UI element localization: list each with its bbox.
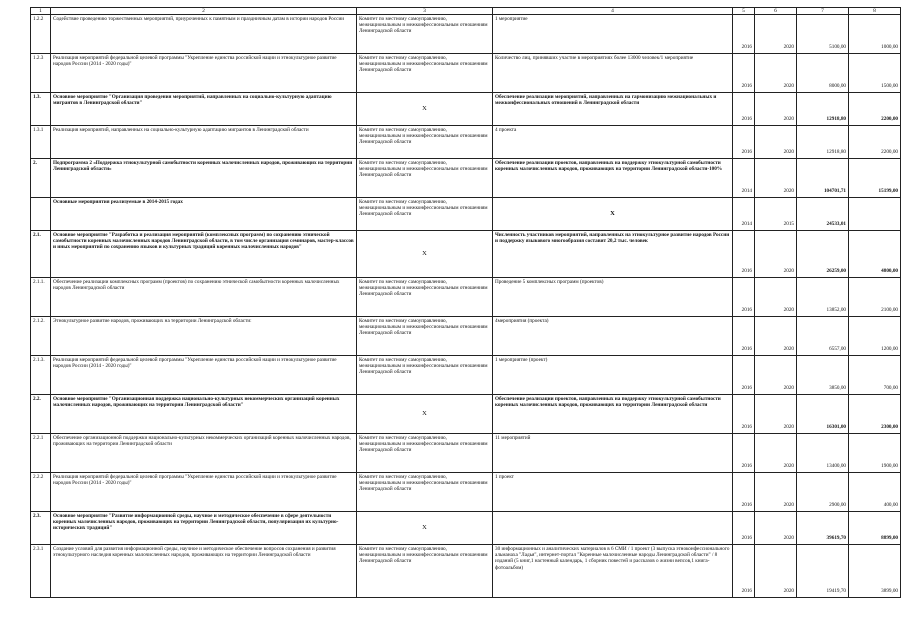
cell-total-amount: 5100,00	[797, 15, 849, 54]
cell-end-year: 2020	[755, 356, 797, 395]
cell-start-year: 2016	[733, 434, 755, 473]
cell-code: 1.3.1	[31, 126, 51, 159]
cell-annual-amount: 8899,00	[849, 512, 901, 545]
cell-total-amount: 12918,80	[797, 93, 849, 126]
cell-end-year: 2020	[755, 395, 797, 434]
header-cell-8: 8	[849, 8, 901, 15]
cell-annual-amount: 2300,00	[849, 395, 901, 434]
table-row	[31, 395, 901, 434]
cell-start-year: 2016	[733, 231, 755, 278]
cell-total-amount: 3850,00	[797, 356, 849, 395]
cell-start-year: 2016	[733, 93, 755, 126]
table-row	[31, 198, 901, 231]
cell-indicator: 30 информационных и аналитических материалов в 6 СМИ / 1 проект (3 выпуска этноконфессионального альманаха "Ладья", интернет-портал "Коренные малочисленные народы Ленинградской области" / 8 изданий (5 книг,1 настенный календарь, 1 сборник повестей и рассказов о жизни вепсов,1 книга- фотоальбом)	[493, 545, 733, 598]
cell-indicator: Обеспечение реализации мероприятий, направленных на гармонизацию межнациональных и межконфессиональных отношений в Ленинградской области	[493, 93, 733, 126]
cell-start-year: 2016	[733, 512, 755, 545]
cell-indicator	[493, 512, 733, 545]
header-cell-1: 1	[31, 8, 51, 15]
cell-total-amount: 19419,70	[797, 545, 849, 598]
cell-executor: Комитет по местному самоуправлению, межнациональным и межконфессиональным отношениям Ленинградской области	[357, 126, 493, 159]
cell-name: Реализация мероприятий федеральной целевой программы "Укрепление единства российской нации и этнокультурное развитие народов России (2014 - 2020 годы)"	[51, 356, 357, 395]
cell-executor: Комитет по местному самоуправлению, межнациональным и межконфессиональным отношениям Ленинградской области	[357, 317, 493, 356]
cell-indicator: X	[493, 198, 733, 231]
cell-annual-amount: 1500,00	[849, 54, 901, 93]
cell-name: Реализация мероприятий, направленных на социально-культурную адаптацию мигрантов в Ленинградской области	[51, 126, 357, 159]
cell-name: Основное мероприятие "Разработка и реализация мероприятий (комплексных программ) по сохранению этнической самобытности коренных малочисленных народов Ленинградской области, в том числе организация семинаров, мастер-классов и иных мероприятий по сохранению языков и культурных традиций коренных малочисленных народов"	[51, 231, 357, 278]
cell-annual-amount: 700,00	[849, 356, 901, 395]
header-cell-3: 3	[357, 8, 493, 15]
cell-name: Содействие проведению торжественных мероприятий, приуроченных к памятным и праздничным датам в истории народов России	[51, 15, 357, 54]
table-row	[31, 231, 901, 278]
cell-annual-amount: 2100,00	[849, 278, 901, 317]
cell-code: 2.1.2.	[31, 317, 51, 356]
cell-code: 1.2.3	[31, 54, 51, 93]
cell-executor: Комитет по местному самоуправлению, межнациональным и межконфессиональным отношениям Ленинградской области	[357, 54, 493, 93]
cell-name: Реализация мероприятий федеральной целевой программы "Укрепление единства российской нации и этнокультурное развитие народов России (2014 - 2020 годы)"	[51, 54, 357, 93]
cell-end-year: 2020	[755, 159, 797, 198]
cell-start-year: 2016	[733, 545, 755, 598]
cell-executor: Комитет по местному самоуправлению, межнациональным и межконфессиональным отношениям Ленинградской области	[357, 15, 493, 54]
table-row	[31, 434, 901, 473]
cell-start-year: 2016	[733, 15, 755, 54]
cell-end-year: 2020	[755, 15, 797, 54]
table-row	[31, 545, 901, 598]
cell-end-year: 2020	[755, 512, 797, 545]
cell-total-amount: 13400,00	[797, 434, 849, 473]
cell-indicator: 11 мероприятий	[493, 434, 733, 473]
cell-indicator: Количество лиц, принявших участие в мероприятиях более 13000 человек/1 мероприятие	[493, 54, 733, 93]
cell-code: 2.2.	[31, 395, 51, 434]
cell-start-year: 2016	[733, 317, 755, 356]
cell-annual-amount: 2200,00	[849, 126, 901, 159]
cell-indicator: 1 мероприятие	[493, 15, 733, 54]
cell-start-year: 2016	[733, 473, 755, 512]
cell-indicator: 4 проекта	[493, 126, 733, 159]
header-cell-2: 2	[51, 8, 357, 15]
cell-code: 1.3.	[31, 93, 51, 126]
cell-indicator: 1 мероприятие (проект)	[493, 356, 733, 395]
cell-end-year: 2015	[755, 198, 797, 231]
cell-annual-amount: 2200,00	[849, 93, 901, 126]
cell-executor: Комитет по местному самоуправлению, межнациональным и межконфессиональным отношениям Ленинградской области	[357, 473, 493, 512]
cell-code: 1.2.2	[31, 15, 51, 54]
cell-annual-amount: 3899,00	[849, 545, 901, 598]
header-cell-7: 7	[797, 8, 849, 15]
cell-executor: X	[357, 93, 493, 126]
table-row	[31, 15, 901, 54]
cell-end-year: 2020	[755, 545, 797, 598]
program-table	[30, 7, 901, 598]
cell-name: Обеспечение организационной поддержки национально-культурных некоммерческих организаций коренных малочисленных народов, проживающих на территории Ленинградской области	[51, 434, 357, 473]
cell-executor: Комитет по местному самоуправлению, межнациональным и межконфессиональным отношениям Ленинградской области	[357, 434, 493, 473]
cell-code: 2.	[31, 159, 51, 198]
cell-total-amount: 2900,00	[797, 473, 849, 512]
cell-code	[31, 198, 51, 231]
cell-name: Основное мероприятие "Организационная поддержка национально-культурных некоммерческих организаций коренных малочисленных народов, проживающих на территории Ленинградской области"	[51, 395, 357, 434]
cell-name: Этнокультурное развитие народов, проживающих на территории Ленинградской области:	[51, 317, 357, 356]
cell-end-year: 2020	[755, 473, 797, 512]
cell-indicator: 1 проект	[493, 473, 733, 512]
cell-code: 2.1.3.	[31, 356, 51, 395]
cell-executor: Комитет по местному самоуправлению, межнациональным и межконфессиональным отношениям Ленинградской области	[357, 545, 493, 598]
cell-total-amount: 24533,01	[797, 198, 849, 231]
cell-code: 2.2.2	[31, 473, 51, 512]
cell-annual-amount: 400,00	[849, 473, 901, 512]
cell-end-year: 2020	[755, 126, 797, 159]
cell-end-year: 2020	[755, 434, 797, 473]
cell-total-amount: 8000,00	[797, 54, 849, 93]
cell-name: Основное мероприятие "Развитие информационной среды, научное и методическое обеспечение в сфере деятельности коренных малочисленных народов, проживающих на территории Ленинградской области, популяризация их культурно-исторических традиций"	[51, 512, 357, 545]
cell-name: Основное мероприятие "Организация проведения мероприятий, направленных на социально-культурную адаптацию мигрантов в Ленинградской области"	[51, 93, 357, 126]
cell-annual-amount: 15199,00	[849, 159, 901, 198]
table-row	[31, 473, 901, 512]
cell-annual-amount: 4800,00	[849, 231, 901, 278]
table-row	[31, 93, 901, 126]
table-row	[31, 512, 901, 545]
table-body	[31, 8, 901, 598]
cell-total-amount: 16301,00	[797, 395, 849, 434]
cell-total-amount: 26259,00	[797, 231, 849, 278]
cell-indicator: Проведение 5 комплексных программ (проектов)	[493, 278, 733, 317]
cell-executor: Комитет по местному самоуправлению, межнациональным и межконфессиональным отношениям Ленинградской области	[357, 198, 493, 231]
cell-start-year: 2016	[733, 356, 755, 395]
cell-name: Основные мероприятия реализуемые в 2014-2015 годах	[51, 198, 357, 231]
header-cell-4: 4	[493, 8, 733, 15]
cell-indicator: Обеспечение реализации проектов, направленных на поддержку этнокультурной самобытности коренных малочисленных народов, проживающих на территории Ленинградской области-100%	[493, 159, 733, 198]
cell-end-year: 2020	[755, 278, 797, 317]
cell-end-year: 2020	[755, 93, 797, 126]
cell-executor: X	[357, 395, 493, 434]
table-row	[31, 278, 901, 317]
header-row	[31, 8, 901, 15]
cell-annual-amount	[849, 198, 901, 231]
cell-total-amount: 6557,00	[797, 317, 849, 356]
cell-total-amount: 104701,71	[797, 159, 849, 198]
table-row	[31, 159, 901, 198]
cell-code: 2.3.1	[31, 545, 51, 598]
header-cell-5: 5	[733, 8, 755, 15]
cell-total-amount: 39619,70	[797, 512, 849, 545]
cell-start-year: 2016	[733, 278, 755, 317]
cell-end-year: 2020	[755, 54, 797, 93]
cell-name: Создание условий для развития информационной среды, научное и методическое обеспечение вопросов сохранения и развития этнокультурного наследия коренных малочисленных народов, проживающих на территории Ленинградской области	[51, 545, 357, 598]
cell-start-year: 2014	[733, 198, 755, 231]
cell-code: 2.1.1.	[31, 278, 51, 317]
cell-executor: Комитет по местному самоуправлению, межнациональным и межконфессиональным отношениям Ленинградской области	[357, 278, 493, 317]
cell-executor: Комитет по местному самоуправлению, межнациональным и межконфессиональным отношениям Ленинградской области	[357, 159, 493, 198]
table-row	[31, 54, 901, 93]
cell-code: 2.2.1	[31, 434, 51, 473]
cell-executor: X	[357, 231, 493, 278]
cell-name: Реализация мероприятий федеральной целевой программы "Укрепление единства российской нации и этнокультурное развитие народов России (2014 - 2020 годы)"	[51, 473, 357, 512]
cell-total-amount: 12918,80	[797, 126, 849, 159]
cell-start-year: 2016	[733, 54, 755, 93]
table-row	[31, 317, 901, 356]
cell-annual-amount: 1900,00	[849, 434, 901, 473]
cell-indicator: 4мероприятия (проекта)	[493, 317, 733, 356]
cell-annual-amount: 1200,00	[849, 317, 901, 356]
table-row	[31, 356, 901, 395]
table-row	[31, 126, 901, 159]
cell-start-year: 2014	[733, 159, 755, 198]
cell-name: Обеспечение реализации комплексных программ (проектов) по сохранению этнической самобытности коренных малочисленных народов Ленинградской области	[51, 278, 357, 317]
cell-indicator: Обеспечение реализации проектов, направленных на поддержку этнокультурной самобытности коренных малочисленных народов, проживающих на территории Ленинградской области	[493, 395, 733, 434]
cell-start-year: 2016	[733, 126, 755, 159]
cell-end-year: 2020	[755, 231, 797, 278]
cell-code: 2.3.	[31, 512, 51, 545]
cell-executor: Комитет по местному самоуправлению, межнациональным и межконфессиональным отношениям Ленинградской области	[357, 356, 493, 395]
cell-total-amount: 13852,00	[797, 278, 849, 317]
cell-start-year: 2016	[733, 395, 755, 434]
cell-indicator: Численность участников мероприятий, направленных на этнокультурное развитие народов России и поддержку языкового многообразия составит 20,2 тыс. человек	[493, 231, 733, 278]
cell-code: 2.1.	[31, 231, 51, 278]
cell-executor: X	[357, 512, 493, 545]
cell-annual-amount: 1000,00	[849, 15, 901, 54]
cell-name: Подпрограмма 2 «Поддержка этнокультурной самобытности коренных малочисленных народов, проживающих на территории Ленинградской области»	[51, 159, 357, 198]
cell-end-year: 2020	[755, 317, 797, 356]
header-cell-6: 6	[755, 8, 797, 15]
